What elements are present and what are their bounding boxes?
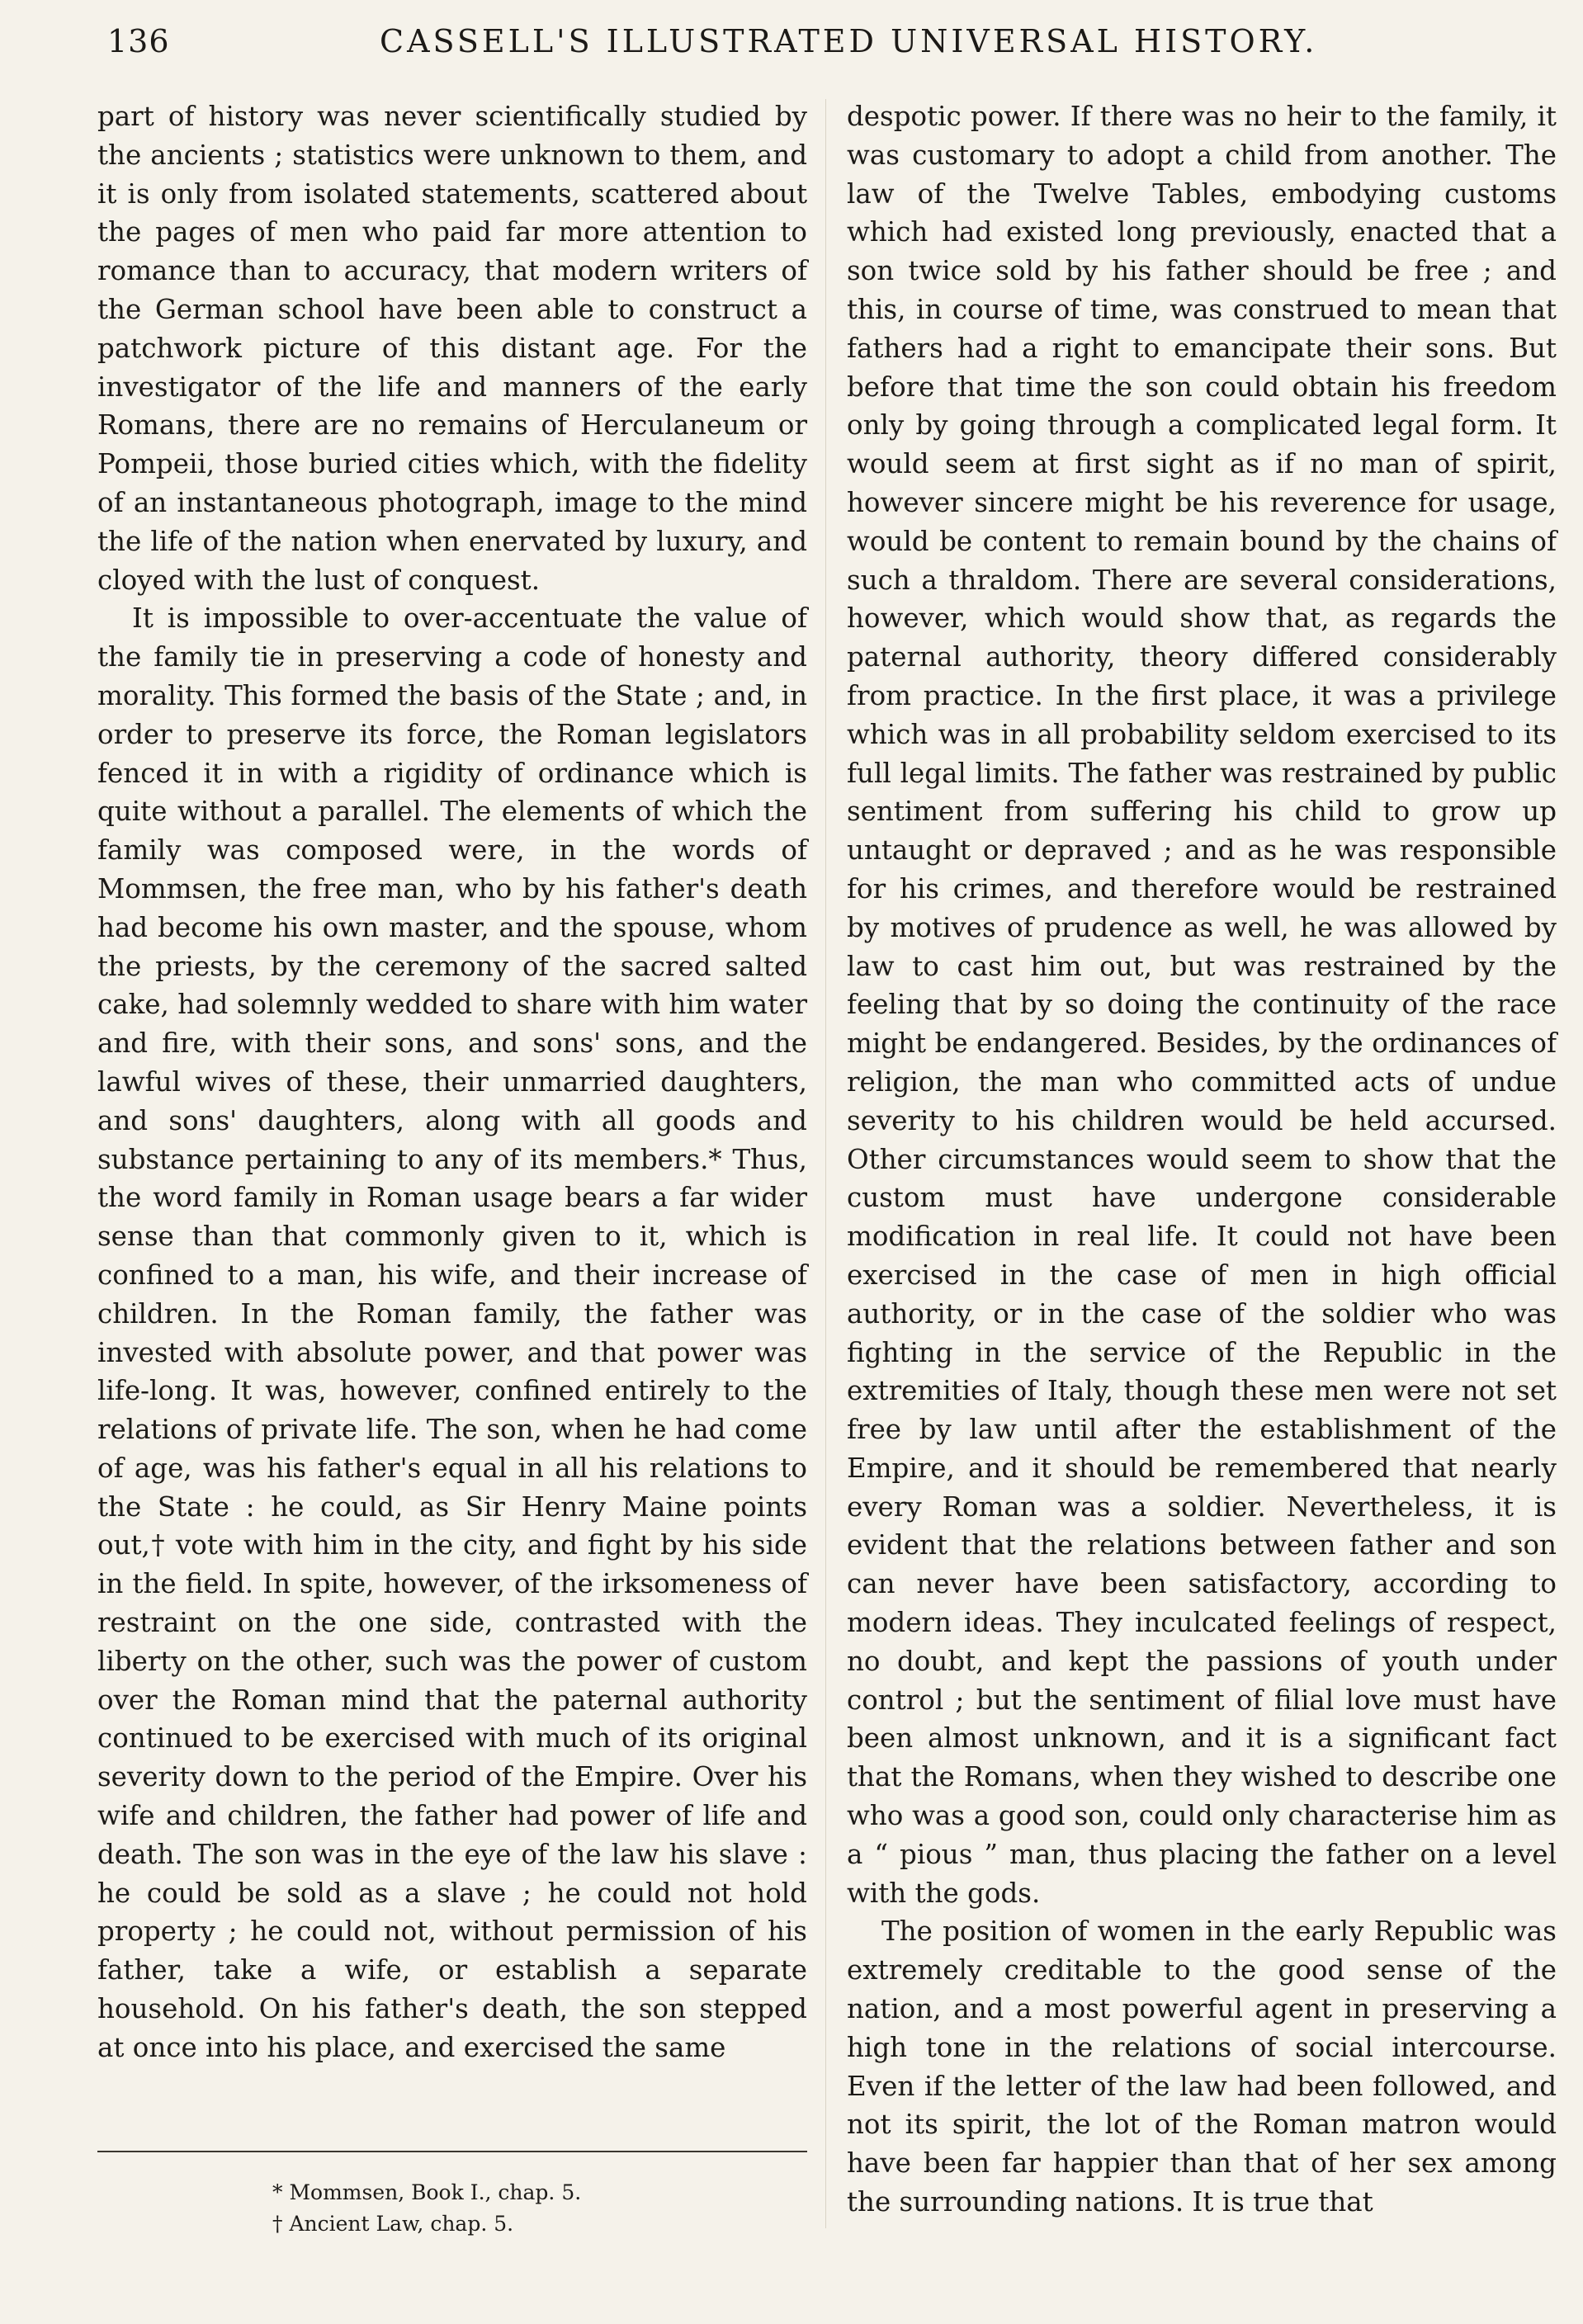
- left-paragraph-2: It is impossible to over-accentuate the value of the family tie in preserving a code of honesty and morality. This formed the basis of the State ; and, in order to preserve its force, the Roman legislators fenced it in with a rigidity of ordinance which is quite without a parallel. The elements of which the family was composed were, in the words of Mommsen, the free man, who by his father's death had become his own master, and the spouse, whom the priests, by the ceremony of the sacred salted cake, had solemnly wedded to share with him water and fire, with their sons, and sons' sons, and the lawful wives of these, their unmarried daughters, and sons' daughters, along with all goods and substance pertaining to any of its members.* Thus, the word family in Roman usage bears a far wider sense than that commonly given to it, which is confined to a man, his wife, and their increase of children. In the Roman family, the father was invested with absolute power, and that power was life-long. It was, however, confined entirely to the relations of private life. The son, when he had come of age, was his father's equal in all his relations to the State : he could, as Sir Henry Maine points out,† vote with him in the city, and fight by his side in the field. In spite, however, of the irksomeness of restraint on the one side, contrasted with the liberty on the other, such was the power of custom over the Roman mind that the paternal authority continued to be exercised with much of its original severity down to the period of the Empire. Over his wife and children, the father had power of life and death. The son was in the eye of the law his slave : he could be sold as a slave ; he could not hold property ; he could not, without permission of his father, take a wife, or establish a separate household. On his father's death, the son stepped at once into his place, and exercised the same: [97, 602, 807, 2063]
- page-header: [0, 0, 1583, 74]
- footnote-1: * Mommsen, Book I., chap. 5.: [272, 2180, 582, 2204]
- left-paragraph-1: part of history was never scientifically studied by the ancients ; statistics were unknown to them, and it is only from isolated statements, scattered about the pages of men who paid far more attention to romance than to accuracy, that modern writers of the German school have been able to construct a patchwork picture of this distant age. For the investigator of the life and manners of the early Romans, there are no remains of Herculaneum or Pompeii, those buried cities which, with the fidelity of an instantaneous photograph, image to the mind the life of the nation when enervated by luxury, and cloyed with the lust of conquest.: [97, 101, 807, 596]
- footnote-2: † Ancient Law, chap. 5.: [272, 2212, 514, 2236]
- footnote-divider: [97, 2151, 807, 2152]
- right-paragraph-1: despotic power. If there was no heir to the family, it was customary to adopt a child from another. The law of the Twelve Tables, embodying customs which had existed long previously, enacted that a son twice sold by his father should be free ; and this, in course of time, was construed to mean that fathers had a right to emancipate their sons. But before that time the son could obtain his freedom only by going through a complicated legal form. It would seem at first sight as if no man of spirit, however sincere might be his reverence for usage, would be content to remain bound by the chains of such a thraldom. There are several considerations, however, which would show that, as regards the paternal authority, theory differed considerably from practice. In the first place, it was a privilege which was in all probability seldom exercised to its full legal limits. The father was restrained by public sentiment from suffering his child to grow up untaught or depraved ; and as he was responsible for his crimes, and therefore would be restrained by motives of prudence as well, he was allowed by law to cast him out, but was restrained by the feeling that by so doing the continuity of the race might be endangered. Besides, by the ordinances of religion, the man who committed acts of undue severity to his children would be held accursed. Other circumstances would seem to show that the custom must have undergone considerable modification in real life. It could not have been exercised in the case of men in high official authority, or in the case of the soldier who was fighting in the service of the Republic in the extremities of Italy, though these men were not set free by law until after the establishment of the Empire, and it should be remembered that nearly every Roman was a soldier. Nevertheless, it is evident that the relations between father and son can never have been satisfactory, according to modern ideas. They inculcated feelings of respect, no doubt, and kept the passions of youth under control ; but the sentiment of filial love must have been almost unknown, and it is a significant fact that the Romans, when they wished to describe one who was a good son, could only characterise him as a “ pious ” man, thus placing the father on a level with the gods.: [847, 101, 1557, 1909]
- page-number: 136: [107, 23, 170, 59]
- column-gutter: [825, 99, 826, 2228]
- running-title: CASSELL'S ILLUSTRATED UNIVERSAL HISTORY.: [380, 23, 1318, 59]
- right-column: [847, 97, 1557, 2222]
- footnotes: [272, 2177, 768, 2240]
- left-column: [97, 97, 807, 2067]
- right-paragraph-2: The position of women in the early Republic was extremely creditable to the good sense of the nation, and a most powerful agent in preserving a high tone in the relations of social intercourse. Even if the letter of the law had been followed, and not its spirit, the lot of the Roman matron would have been far happier than that of her sex among the surrounding nations. It is true that: [847, 1915, 1557, 2218]
